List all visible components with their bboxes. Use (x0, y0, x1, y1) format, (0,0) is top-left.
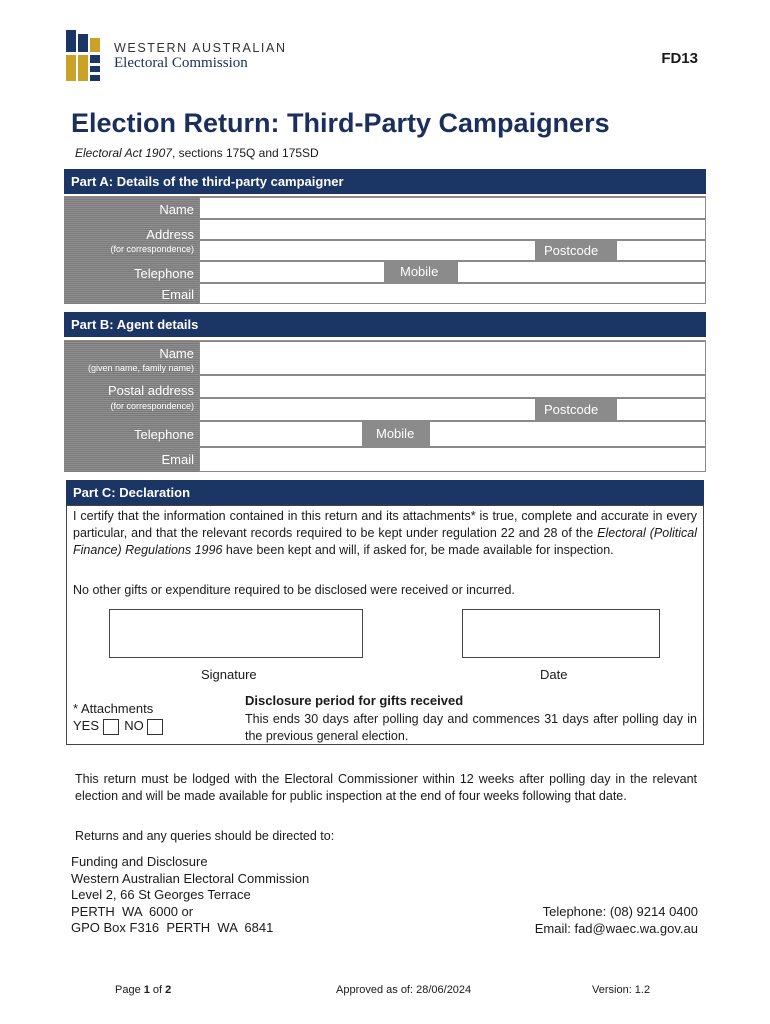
contact-right (535, 904, 698, 937)
page-title: Election Return: Third-Party Campaigners (71, 108, 610, 138)
act-sections: , sections 175Q and 175SD (171, 146, 319, 160)
date-box[interactable] (462, 609, 660, 658)
part-a-mobile-label: Mobile (385, 261, 457, 283)
org-name-line1: WESTERN AUSTRALIAN (114, 41, 287, 55)
regulations-name: Electoral (Political Finance) Regulations 1996 (73, 526, 697, 557)
attachments-label: * Attachments (73, 701, 154, 716)
part-a-email-label: Email (161, 287, 194, 302)
part-a-address-field-2[interactable] (199, 240, 536, 261)
part-b-postal-note: (for correspondence) (110, 401, 194, 411)
contact-line4: PERTH WA 6000 or (71, 903, 194, 919)
part-a-telephone-field[interactable] (199, 261, 385, 283)
waec-logo (66, 30, 100, 82)
part-b-postal-label: Postal address (108, 383, 194, 398)
no-label: NO (124, 718, 144, 733)
disclosure-text: This ends 30 days after polling day and commences 31 days after polling day in the previous general election. (245, 712, 697, 743)
part-a-name-label: Name (159, 202, 194, 217)
part-b-name-label: Name (159, 346, 194, 361)
part-b-mobile-label: Mobile (363, 421, 429, 447)
part-a-address-field-1[interactable] (199, 219, 706, 240)
form-code: FD13 (661, 50, 698, 67)
part-b-telephone-label: Telephone (134, 427, 194, 442)
part-b-postcode-field[interactable] (616, 398, 706, 421)
declaration-text-a: I certify that the information contained in this return and its attachments* is true, complete and accurate in every particular, and that the relevant records required to be kept under regulation 22 and 28 of the (73, 509, 697, 540)
part-a-telephone-label: Telephone (134, 266, 194, 281)
act-name: Electoral Act 1907 (75, 146, 172, 160)
part-b-postal-field-2[interactable] (199, 398, 536, 421)
no-other-gifts-text: No other gifts or expenditure required to be disclosed were received or incurred. (73, 583, 515, 597)
contact-email: Email: fad@waec.wa.gov.au (534, 920, 698, 936)
contact-line2: Western Australian Electoral Commission (71, 870, 310, 886)
part-a-heading: Part A: Details of the third-party campaigner (64, 169, 706, 194)
lodge-text: This return must be lodged with the Electoral Commissioner within 12 weeks after polling day in the relevant election and will be made available for public inspection at the end of four weeks following that date. (75, 772, 697, 803)
part-a-name-field[interactable] (199, 197, 706, 219)
part-b-telephone-field[interactable] (199, 421, 363, 447)
contact-address (71, 854, 309, 937)
queries-text: Returns and any queries should be directed to: (75, 829, 335, 843)
yes-label: YES (73, 718, 100, 733)
page-current: 1 (143, 984, 150, 996)
attachments-options (73, 718, 163, 735)
part-a-address-note: (for correspondence) (110, 244, 194, 254)
part-b-postal-field-1[interactable] (199, 375, 706, 398)
approved-date: Approved as of: 28/06/2024 (336, 984, 472, 996)
org-name-line2: Electoral Commission (114, 55, 248, 71)
part-b-email-label: Email (161, 452, 194, 467)
contact-telephone: Telephone: (08) 9214 0400 (542, 904, 698, 919)
signature-box[interactable] (109, 609, 363, 658)
yes-checkbox[interactable] (103, 719, 119, 735)
part-a-address-label: Address (146, 227, 194, 242)
signature-label: Signature (201, 667, 257, 682)
no-checkbox[interactable] (147, 719, 163, 735)
contact-line5: GPO Box F316 PERTH WA 6841 (71, 920, 274, 935)
date-label: Date (540, 667, 568, 682)
part-b-name-note: (given name, family name) (87, 363, 194, 373)
disclosure-heading: Disclosure period for gifts received (245, 693, 464, 708)
declaration-text (73, 508, 697, 559)
part-b-postcode-label: Postcode (536, 398, 616, 421)
page-prefix: Page (115, 984, 144, 996)
part-b-name-field[interactable] (199, 341, 706, 375)
declaration-text-b: have been kept and will, if asked for, be made available for inspection. (222, 543, 614, 557)
part-b-mobile-field[interactable] (429, 421, 706, 447)
page-subtitle (75, 146, 319, 160)
part-a-email-field[interactable] (199, 283, 706, 304)
part-c-heading: Part C: Declaration (66, 480, 704, 505)
version: Version: 1.2 (592, 984, 651, 996)
page-of: of (149, 984, 166, 996)
contact-line3: Level 2, 66 St Georges Terrace (71, 887, 251, 902)
page-total: 2 (165, 984, 172, 996)
part-a-postcode-label: Postcode (536, 240, 616, 261)
part-b-heading: Part B: Agent details (64, 312, 706, 337)
part-a-mobile-field[interactable] (457, 261, 706, 283)
page-number (115, 984, 171, 996)
part-b-email-field[interactable] (199, 447, 706, 472)
contact-line1: Funding and Disclosure (71, 854, 208, 869)
part-a-postcode-field[interactable] (616, 240, 706, 261)
